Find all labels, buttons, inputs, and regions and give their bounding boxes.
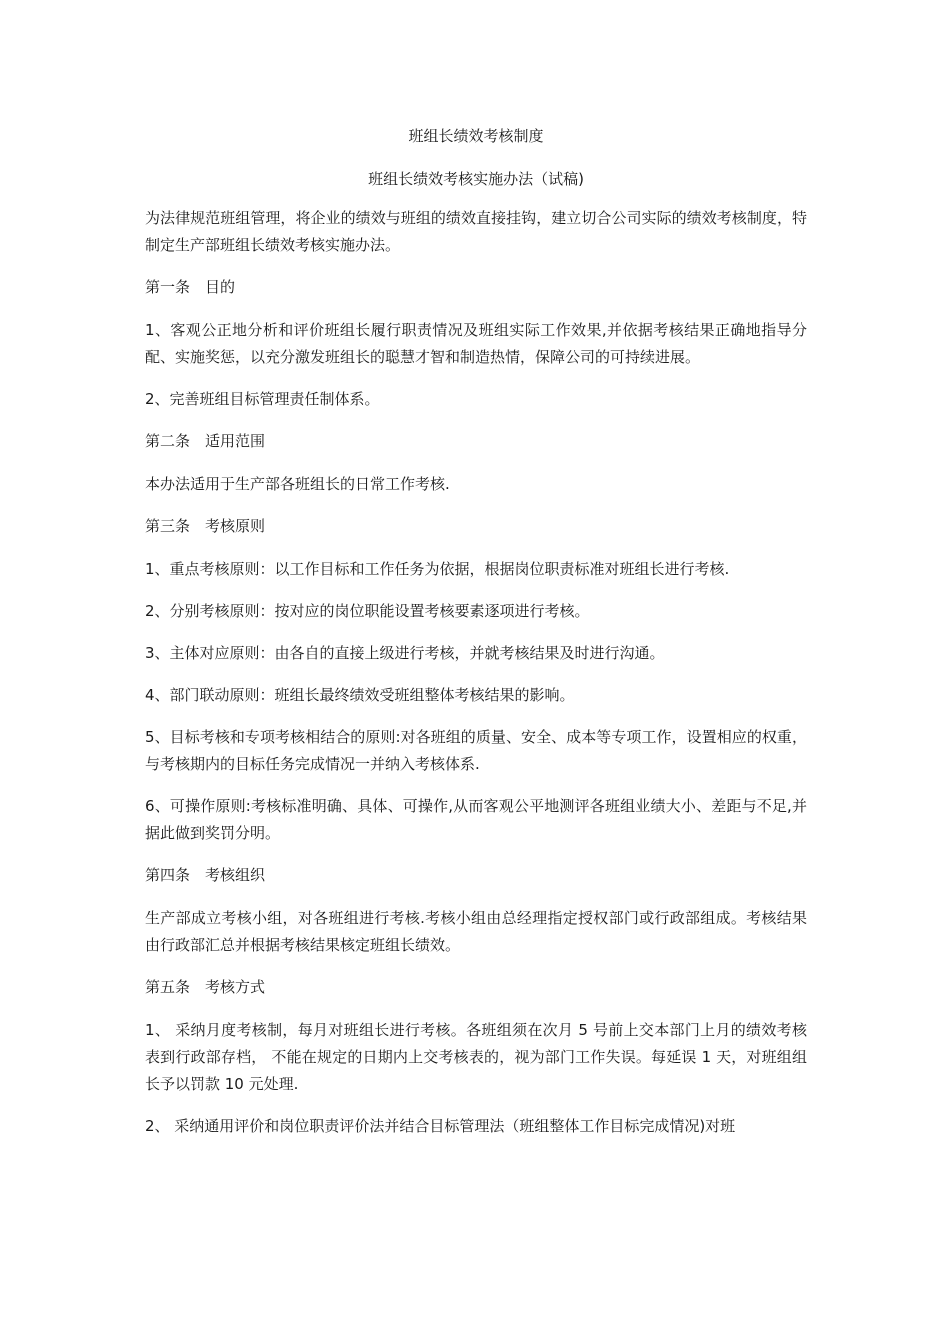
paragraph: 2、 采纳通用评价和岗位职责评价法并结合目标管理法（班组整体工作目标完成情况)对班 — [145, 1117, 736, 1135]
section-heading-principles: 第三条 考核原则 — [145, 517, 266, 535]
paragraph: 本办法适用于生产部各班组长的日常工作考核. — [145, 475, 450, 493]
paragraph: 生产部成立考核小组，对各班组进行考核.考核小组由总经理指定授权部门或行政部组成。考核结果由行政部汇总并根据考核结果核定班组长绩效。 — [145, 909, 807, 954]
document-title: 班组长绩效考核制度 — [408, 127, 544, 145]
section-heading-purpose: 第一条 目的 — [145, 278, 236, 296]
paragraph: 4、部门联动原则：班组长最终绩效受班组整体考核结果的影响。 — [145, 686, 575, 704]
paragraph: 5、目标考核和专项考核相结合的原则:对各班组的质量、安全、成本等专项工作，设置相应的权重，与考核期内的目标任务完成情况一并纳入考核体系. — [145, 728, 807, 773]
document-body — [145, 122, 807, 1155]
paragraph: 6、可操作原则:考核标准明确、具体、可操作,从而客观公平地测评各班组业绩大小、差距与不足,并据此做到奖罚分明。 — [145, 797, 807, 842]
section-heading-scope: 第二条 适用范围 — [145, 432, 266, 450]
paragraph: 1、重点考核原则：以工作目标和工作任务为依据，根据岗位职责标准对班组长进行考核. — [145, 560, 730, 578]
paragraph: 3、主体对应原则：由各自的直接上级进行考核，并就考核结果及时进行沟通。 — [145, 644, 665, 662]
document-subtitle: 班组长绩效考核实施办法（试稿) — [368, 170, 584, 188]
section-heading-method: 第五条 考核方式 — [145, 978, 266, 996]
paragraph: 2、完善班组目标管理责任制体系。 — [145, 390, 380, 408]
section-heading-organization: 第四条 考核组织 — [145, 866, 266, 884]
intro-paragraph: 为法律规范班组管理，将企业的绩效与班组的绩效直接挂钩，建立切合公司实际的绩效考核制度，特制定生产部班组长绩效考核实施办法。 — [145, 209, 807, 254]
paragraph: 1、客观公正地分析和评价班组长履行职责情况及班组实际工作效果,并依据考核结果正确地指导分配、实施奖惩，以充分激发班组长的聪慧才智和制造热情，保障公司的可持续进展。 — [145, 321, 807, 366]
paragraph: 1、 采纳月度考核制，每月对班组长进行考核。各班组须在次月 5 号前上交本部门上月的绩效考核表到行政部存档， 不能在规定的日期内上交考核表的，视为部门工作失误。每延误 1 天，对班组组长予以罚款 10 元处理. — [145, 1021, 807, 1093]
paragraph: 2、分别考核原则：按对应的岗位职能设置考核要素逐项进行考核。 — [145, 602, 590, 620]
